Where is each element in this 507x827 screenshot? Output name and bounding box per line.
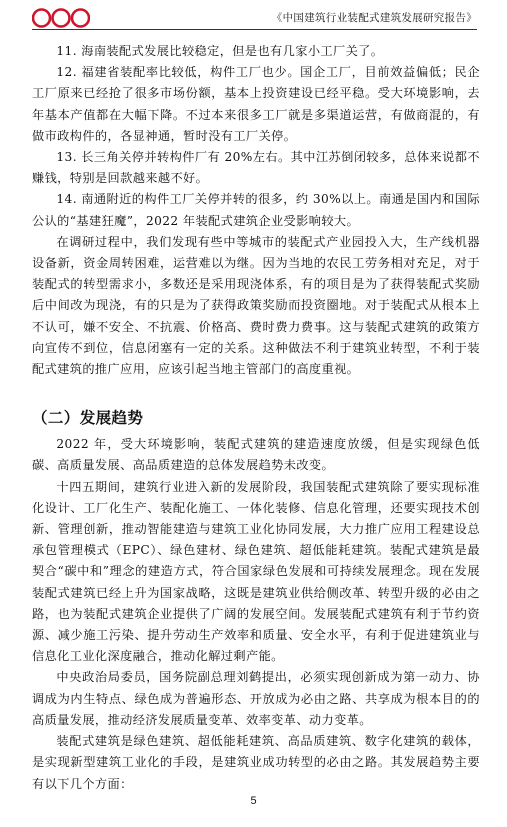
- paragraph-item-11: 11. 海南装配式发展比较稳定，但是也有几家小工厂关了。: [56, 44, 384, 58]
- paragraph-survey-findings: 在调研过程中，我们发现有些中等城市的装配式产业园投入大，生产线机器设备新，资金周转困难，运营难以为继。因为当地的农民工劳务相对充足，对于装配式的转型需求小，多数还是采用现浇体系，有的项目是为了获得装配式奖励后中间改为现浇，有的只是为了获得政策奖励而投资圈地。对于装配式从根本上不认可，嫌不安全、不抗震、价格高、费时费力费事。这与装配式建筑的政策方向宣传不到位，信息闭塞有一定的关系。这种做法不利于建筑业转型，不利于装配式建筑的推广应用，应该引起当地主管部门的高度重视。: [32, 234, 480, 377]
- paragraph-item-14: 14. 南通附近的构件工厂关停并转的很多，约 30%以上。南通是国内和国际公认的“基建狂魔”，2022 年装配式建筑企业受影响较大。: [32, 192, 480, 228]
- paragraph-liu-he: 中央政治局委员，国务院副总理刘鹤提出，必须实现创新成为第一动力、协调成为内生特点、绿色成为普遍形态、开放成为必由之路、共享成为根本目的的高质量发展，推动经济发展质量变革、效率变革、动力变革。: [32, 670, 480, 727]
- page-content: [32, 41, 480, 795]
- section-heading: （二）发展趋势: [32, 409, 144, 428]
- paragraph-14th-five-year: 十四五期间，建筑行业进入新的发展阶段，我国装配式建筑除了要实现标准化设计、工厂化生产、装配化施工、一体化装修、信息化管理，还要实现技术创新、管理创新，推动智能建造与建筑工业化协同发展，大力推广应用工程建设总承包管理模式（EPC）、绿色建材、绿色建筑、超低能耗建筑。装配式建筑是最契合“碳中和”理念的建造方式，符合国家绿色发展和可持续发展理念。现在发展装配式建筑已经上升为国家战略，这既是建筑业供给侧改革、转型升级的必由之路，也为装配式建筑企业提供了广阔的发展空间。发展装配式建筑有利于节约资源、减少施工污染、提升劳动生产效率和质量、安全水平，有利于促进建筑业与信息化工业化深度融合，推动化解过剩产能。: [32, 479, 480, 664]
- paragraph-trend-intro: 装配式建筑是绿色建筑、超低能耗建筑、高品质建筑、数字化建筑的载体，是实现新型建筑工业化的手段，是建筑业成功转型的必由之路。其发展趋势主要有以下几个方面：: [32, 734, 480, 791]
- page-number: 5: [250, 795, 257, 807]
- paragraph-item-13: 13. 长三角关停并转构件厂有 20%左右。其中江苏倒闭较多，总体来说都不赚钱，特别是回款越来越不好。: [32, 150, 480, 186]
- logo-rings-icon: [32, 8, 90, 28]
- document-title: 《中国建筑行业装配式建筑发展研究报告》: [271, 12, 477, 24]
- page-header: [0, 0, 507, 34]
- header-divider: [32, 29, 477, 30]
- paragraph-2022-overview: 2022 年，受大环境影响，装配式建筑的建造速度放缓，但是实现绿色低碳、高质量发展、高品质建造的总体发展趋势未改变。: [32, 437, 480, 473]
- paragraph-item-12: 12. 福建省装配率比较低，构件工厂也少。国企工厂，目前效益偏低；民企工厂原来已经抢了很多市场份额，基本上投资建设已经平稳。受大环境影响，去年基本产值都在大幅下降。不过本来很多工厂就是多渠道运营，有做商混的，有做市政构件的，各显神通，暂时没有工厂关停。: [32, 65, 480, 143]
